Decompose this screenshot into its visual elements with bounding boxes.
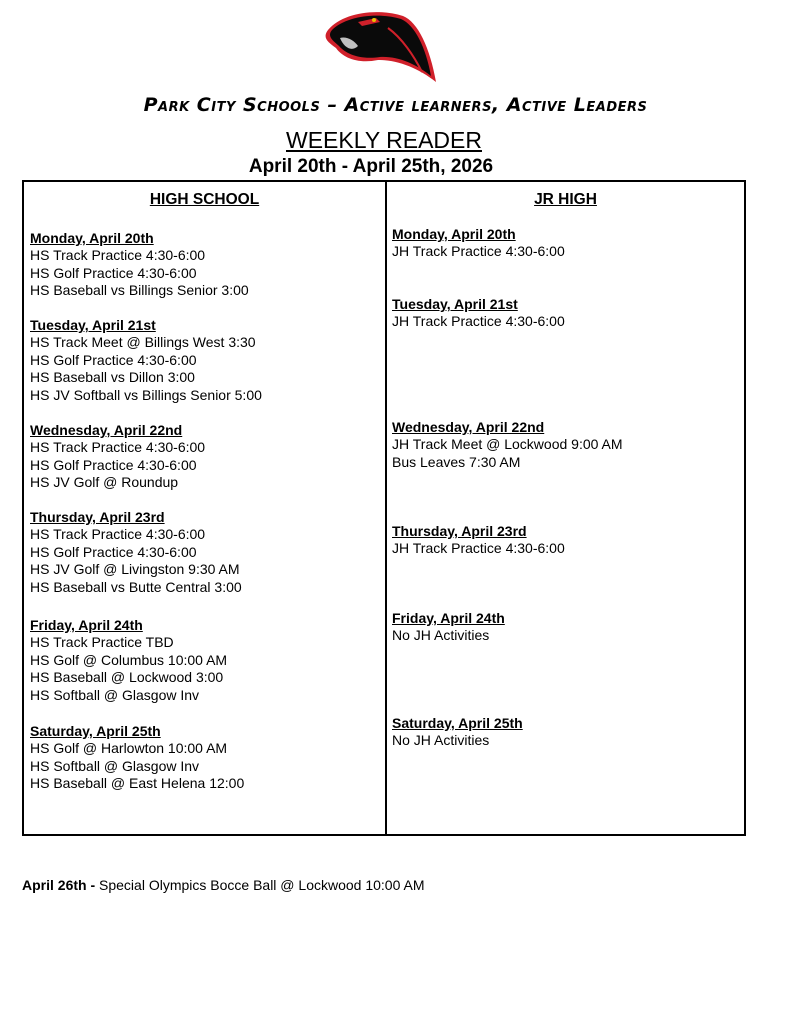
event-item: HS Golf Practice 4:30-6:00: [30, 456, 197, 473]
day-heading: Friday, April 24th: [30, 617, 143, 633]
event-item: HS Track Meet @ Billings West 3:30: [30, 334, 256, 351]
day-heading: Monday, April 20th: [392, 226, 516, 242]
schedule-table: [22, 180, 746, 836]
day-block: [392, 523, 565, 558]
day-block: [30, 509, 242, 596]
day-heading: Thursday, April 23rd: [392, 523, 527, 539]
event-item: HS Track Practice TBD: [30, 634, 174, 651]
day-block: [30, 617, 227, 704]
day-block: [392, 610, 505, 645]
page-title: WEEKLY READER: [286, 127, 482, 153]
event-item: JH Track Practice 4:30-6:00: [392, 313, 565, 330]
event-item: JH Track Practice 4:30-6:00: [392, 540, 565, 557]
event-item: HS Golf Practice 4:30-6:00: [30, 543, 197, 560]
event-item: HS Golf @ Harlowton 10:00 AM: [30, 740, 228, 757]
event-item: HS Track Practice 4:30-6:00: [30, 439, 206, 456]
event-item: HS Baseball vs Dillon 3:00: [30, 369, 195, 386]
high-school-heading: HIGH SCHOOL: [149, 191, 260, 208]
day-heading: Saturday, April 25th: [30, 723, 161, 739]
day-heading: Thursday, April 23rd: [30, 509, 165, 525]
event-item: No JH Activities: [392, 627, 490, 644]
event-item: No JH Activities: [392, 732, 490, 749]
footer-note: [22, 877, 425, 893]
day-block: [30, 230, 249, 300]
event-item: HS Track Practice 4:30-6:00: [30, 247, 206, 264]
event-item: HS Golf Practice 4:30-6:00: [30, 351, 197, 368]
day-block: [392, 296, 565, 331]
column-divider: [385, 182, 387, 834]
event-item: HS Baseball vs Billings Senior 3:00: [30, 282, 249, 299]
event-item: HS Baseball @ East Helena 12:00: [30, 775, 245, 792]
event-item: HS Baseball @ Lockwood 3:00: [30, 669, 224, 686]
footer-date: April 26th -: [22, 877, 100, 893]
day-heading: Friday, April 24th: [392, 610, 505, 626]
footer-event: Special Olympics Bocce Ball @ Lockwood 10:00 AM: [99, 877, 425, 893]
date-range: April 20th - April 25th, 2026: [248, 156, 494, 177]
day-block: [392, 226, 565, 261]
day-heading: Tuesday, April 21st: [392, 296, 518, 312]
day-heading: Tuesday, April 21st: [30, 317, 156, 333]
day-heading: Wednesday, April 22nd: [30, 422, 183, 438]
day-block: [30, 317, 262, 404]
event-item: HS JV Golf @ Roundup: [30, 474, 179, 491]
event-item: HS JV Softball vs Billings Senior 5:00: [30, 386, 262, 403]
day-block: [30, 723, 244, 793]
day-heading: Monday, April 20th: [30, 230, 154, 246]
day-heading: Saturday, April 25th: [392, 715, 523, 731]
event-item: HS JV Golf @ Livingston 9:30 AM: [30, 561, 240, 578]
event-item: Bus Leaves 7:30 AM: [392, 453, 521, 470]
event-item: HS Golf @ Columbus 10:00 AM: [30, 651, 228, 668]
day-block: [392, 419, 623, 471]
event-item: HS Golf Practice 4:30-6:00: [30, 264, 197, 281]
day-block: [30, 422, 205, 492]
day-block: [392, 715, 523, 750]
school-motto: Park City Schools – Active learners, Active Leaders: [143, 94, 648, 116]
panther-logo-icon: [318, 8, 440, 84]
day-heading: Wednesday, April 22nd: [392, 419, 545, 435]
event-item: JH Track Practice 4:30-6:00: [392, 243, 565, 260]
event-item: HS Track Practice 4:30-6:00: [30, 526, 206, 543]
event-item: HS Baseball vs Butte Central 3:00: [30, 578, 242, 595]
event-item: HS Softball @ Glasgow Inv: [30, 757, 200, 774]
jr-high-heading: JR HIGH: [534, 191, 597, 208]
event-item: HS Softball @ Glasgow Inv: [30, 686, 200, 703]
event-item: JH Track Meet @ Lockwood 9:00 AM: [392, 436, 623, 453]
